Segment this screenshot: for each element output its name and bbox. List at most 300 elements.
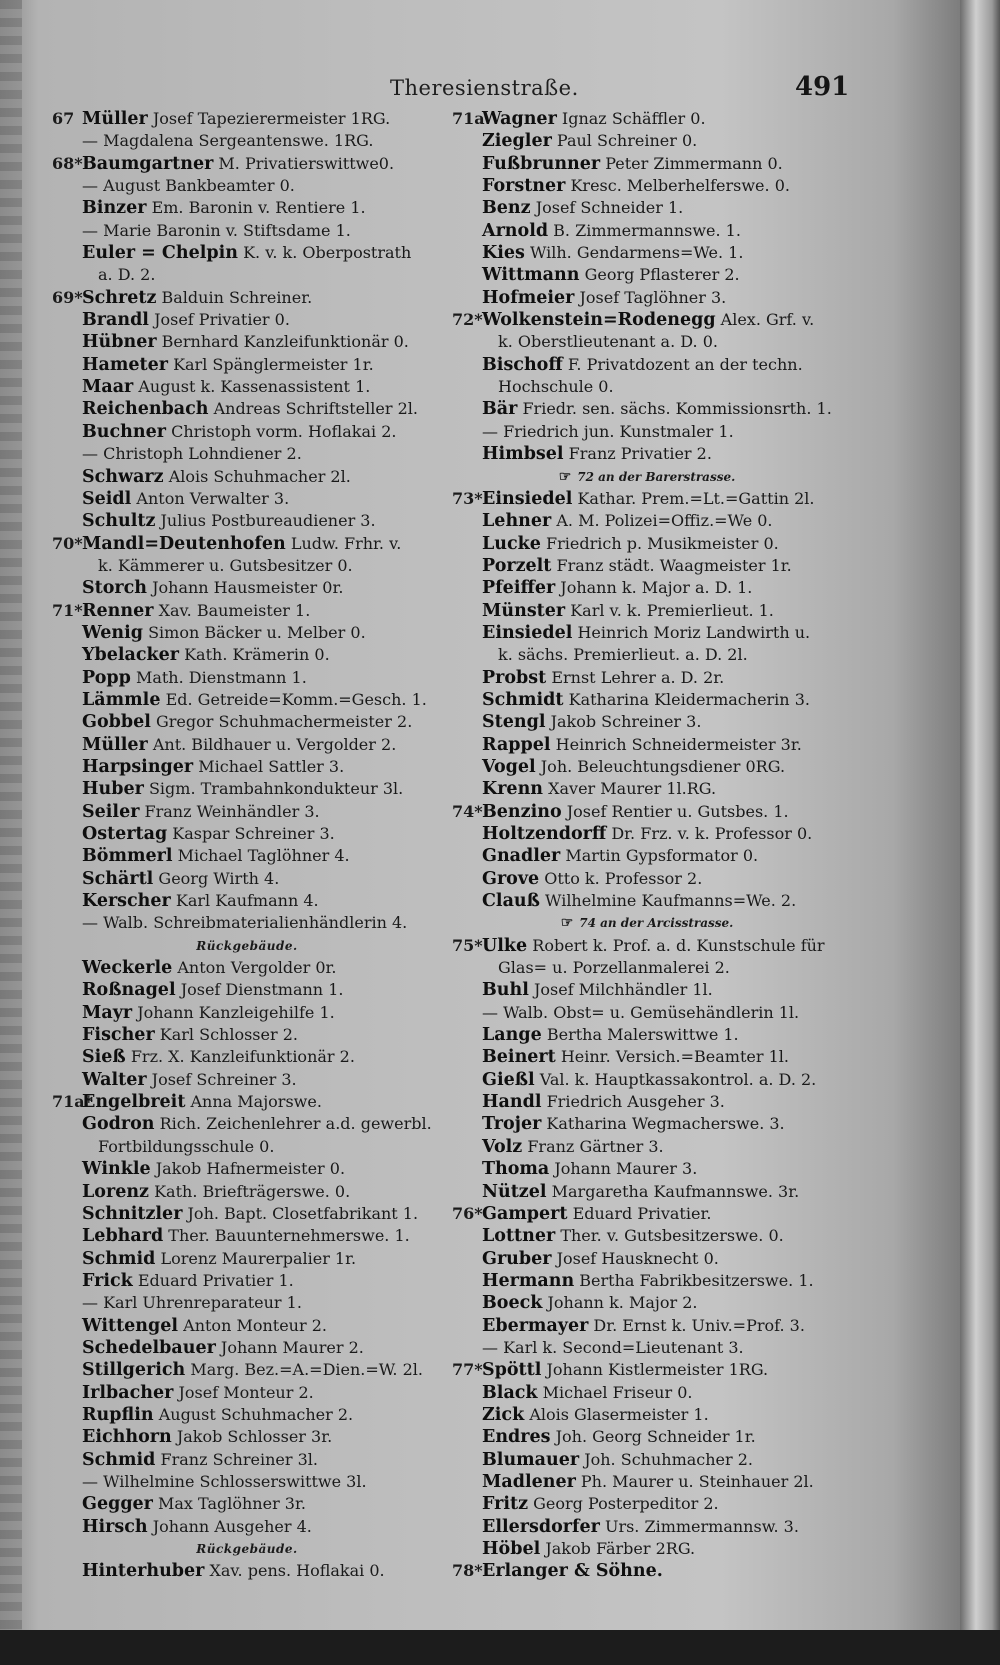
resident-details: Marg. Bez.=A.=Dien.=W. 2l. <box>190 1360 423 1380</box>
resident-details: Ernst Lehrer a. D. 2r. <box>551 667 725 687</box>
resident-details: Ludw. Frhr. v. <box>290 533 402 553</box>
resident-details: Johann Ausgeher 4. <box>152 1516 312 1536</box>
directory-line <box>52 1516 442 1538</box>
resident-details: Bernhard Kanzleifunktionär 0. <box>161 332 409 352</box>
page-edge <box>960 0 1000 1665</box>
resident-name: Ybelacker <box>82 645 179 666</box>
directory-line <box>52 331 442 353</box>
directory-line <box>452 1449 842 1471</box>
resident-details: F. Privatdozent an der techn. <box>567 354 803 374</box>
resident-name: Porzelt <box>482 555 552 576</box>
directory-line <box>452 1069 842 1091</box>
resident-details: Georg Wirth 4. <box>158 868 280 888</box>
directory-line <box>452 1024 842 1046</box>
resident-details: Xaver Maurer 1l.RG. <box>548 779 717 799</box>
resident-details: Xav. Baumeister 1. <box>158 600 311 620</box>
resident-name: Black <box>482 1382 538 1403</box>
resident-name: Stengl <box>482 712 546 733</box>
resident-details: Bertha Fabrikbesitzerswe. 1. <box>579 1270 814 1290</box>
directory-line <box>52 466 442 488</box>
resident-name: Einsiedel <box>482 622 573 643</box>
directory-line <box>52 533 442 555</box>
pointing-hand-icon: ☞ <box>560 915 574 932</box>
resident-name: Gampert <box>482 1203 568 1224</box>
resident-name: Bömmerl <box>82 846 173 867</box>
directory-line <box>452 577 842 599</box>
directory-line <box>452 309 842 331</box>
resident-details: Simon Bäcker u. Melber 0. <box>148 622 366 642</box>
resident-details: Alex. Grf. v. <box>720 310 815 330</box>
resident-name: Erlanger & Söhne. <box>482 1561 663 1582</box>
continuation-line: Glas= u. Porzellanmalerei 2. <box>498 958 730 978</box>
resident-name: Seidl <box>82 488 132 509</box>
resident-name: Arnold <box>482 220 549 241</box>
house-number: 72* <box>452 310 483 330</box>
resident-name: Gruber <box>482 1248 552 1269</box>
resident-name: Trojer <box>482 1114 542 1135</box>
house-number: 73* <box>452 488 483 508</box>
resident-name: Gnadler <box>482 846 561 867</box>
resident-details: Jakob Schreiner 3. <box>550 712 702 732</box>
resident-details: Frz. X. Kanzleifunktionär 2. <box>130 1047 355 1067</box>
resident-name: Schärtl <box>82 868 154 889</box>
resident-name: Schmidt <box>482 689 564 710</box>
directory-line <box>52 1024 442 1046</box>
resident-details: Johann Kistlermeister 1RG. <box>546 1360 769 1380</box>
directory-line <box>452 510 842 532</box>
resident-name: Schnitzler <box>82 1203 183 1224</box>
directory-line <box>452 979 842 1001</box>
resident-details: Eduard Privatier 1. <box>137 1270 294 1290</box>
house-number: 71a* <box>52 1092 93 1112</box>
resident-name: Krenn <box>482 779 544 800</box>
resident-details: Josef Schneider 1. <box>535 198 684 218</box>
resident-details: Joh. Georg Schneider 1r. <box>555 1427 756 1447</box>
resident-name: Ziegler <box>482 131 552 152</box>
directory-line <box>452 354 842 376</box>
directory-line <box>52 667 442 689</box>
directory-line <box>452 533 842 555</box>
resident-details: Ph. Maurer u. Steinhauer 2l. <box>580 1471 814 1491</box>
resident-name: Gobbel <box>82 712 151 733</box>
directory-line <box>452 711 842 733</box>
resident-details: Franz städt. Waagmeister 1r. <box>556 555 792 575</box>
resident-name: Pfeiffer <box>482 578 556 599</box>
resident-name: Ulke <box>482 935 528 956</box>
resident-details: Alois Schuhmacher 2l. <box>168 466 351 486</box>
page-number: 491 <box>795 72 850 102</box>
directory-line <box>452 1046 842 1068</box>
house-number: 78* <box>452 1561 483 1581</box>
resident-name: Fußbrunner <box>482 153 601 174</box>
resident-name: Probst <box>482 667 547 688</box>
resident-name: Hinterhuber <box>82 1561 205 1582</box>
directory-line <box>52 957 442 979</box>
resident-name: Wolkenstein=Rodenegg <box>482 310 716 331</box>
cross-reference <box>452 912 842 934</box>
directory-line <box>52 1359 442 1381</box>
directory-line <box>52 1315 442 1337</box>
resident-name: Huber <box>82 779 144 800</box>
directory-line <box>452 443 842 465</box>
resident-name: Stillgerich <box>82 1360 186 1381</box>
house-number: 77* <box>452 1360 483 1380</box>
resident-details: Balduin Schreiner. <box>161 287 313 307</box>
resident-details: Andreas Schriftsteller 2l. <box>213 399 418 419</box>
resident-details: Johann Kanzleigehilfe 1. <box>137 1002 335 1022</box>
resident-name: Schultz <box>82 511 156 532</box>
directory-line <box>52 1382 442 1404</box>
family-member-line: — Karl Uhrenreparateur 1. <box>82 1293 302 1313</box>
directory-line <box>52 309 442 331</box>
resident-details: Anton Verwalter 3. <box>136 488 290 508</box>
house-number: 70* <box>52 533 83 553</box>
directory-line <box>452 1248 842 1270</box>
resident-name: Vogel <box>482 756 536 777</box>
resident-details: Rich. Zeichenlehrer a.d. gewerbl. <box>159 1114 432 1134</box>
resident-name: Ostertag <box>82 824 168 844</box>
resident-name: Endres <box>482 1427 551 1448</box>
resident-details: Karl Schlosser 2. <box>159 1025 298 1045</box>
resident-name: Hermann <box>482 1270 575 1291</box>
directory-line <box>452 734 842 756</box>
directory-line <box>52 756 442 778</box>
resident-details: Kathar. Prem.=Lt.=Gattin 2l. <box>577 488 815 508</box>
family-member-line: — Christoph Lohndiener 2. <box>82 444 302 464</box>
resident-details: Heinrich Schneidermeister 3r. <box>555 734 802 754</box>
directory-line <box>52 823 442 845</box>
resident-details: Ther. Bauunternehmerswe. 1. <box>168 1226 410 1246</box>
resident-name: Spöttl <box>482 1360 542 1381</box>
resident-details: Heinrich Moriz Landwirth u. <box>577 622 811 642</box>
resident-details: K. v. k. Oberpostrath <box>243 243 412 263</box>
resident-name: Wittengel <box>82 1315 179 1336</box>
resident-details: Max Taglöhner 3r. <box>158 1494 306 1514</box>
resident-details: Joh. Beleuchtungsdiener 0RG. <box>540 756 786 776</box>
resident-name: Frick <box>82 1270 133 1291</box>
directory-line <box>52 287 442 309</box>
resident-name: Himbsel <box>482 444 564 465</box>
resident-name: Clauß <box>482 891 540 912</box>
directory-line <box>452 890 842 912</box>
resident-details: Paul Schreiner 0. <box>556 131 698 151</box>
resident-name: Volz <box>482 1136 523 1157</box>
resident-details: Christoph vorm. Hoflakai 2. <box>171 421 397 441</box>
family-member-line: — Walb. Schreibmaterialienhändlerin 4. <box>82 913 408 933</box>
resident-name: Wagner <box>482 109 557 129</box>
resident-name: Wittmann <box>482 265 580 286</box>
resident-name: Eichhorn <box>82 1427 172 1448</box>
cross-reference-text: 74 an der Arcisstrasse. <box>579 916 734 931</box>
resident-details: Georg Posterpeditor 2. <box>533 1494 719 1514</box>
directory-line <box>52 890 442 912</box>
resident-details: Kath. Krämerin 0. <box>184 645 330 665</box>
resident-name: Thoma <box>482 1159 550 1180</box>
continuation-line: k. sächs. Premierlieut. a. D. 2l. <box>498 645 748 665</box>
directory-line <box>452 555 842 577</box>
directory-line <box>52 242 442 264</box>
house-number: 76* <box>452 1203 483 1223</box>
directory-line <box>52 711 442 733</box>
directory-line <box>452 1181 842 1203</box>
resident-details: Michael Taglöhner 4. <box>177 846 350 866</box>
directory-line <box>52 1270 442 1292</box>
resident-details: Johann Hausmeister 0r. <box>152 578 344 598</box>
resident-name: Baumgartner <box>82 153 214 174</box>
resident-details: Kaspar Schreiner 3. <box>172 824 335 843</box>
resident-details: Georg Pflasterer 2. <box>584 265 740 285</box>
resident-details: Martin Gypsformator 0. <box>565 846 759 866</box>
directory-line <box>52 622 442 644</box>
resident-name: Hirsch <box>82 1516 148 1537</box>
resident-name: Lucke <box>482 533 541 554</box>
resident-name: Euler = Chelpin <box>82 243 238 264</box>
section-label: Rückgebäude. <box>196 1542 298 1556</box>
directory-line <box>52 801 442 823</box>
resident-name: Madlener <box>482 1471 576 1492</box>
resident-name: Müller <box>82 109 148 129</box>
resident-name: Seiler <box>82 801 140 822</box>
resident-details: Lorenz Maurerpalier 1r. <box>160 1248 357 1268</box>
resident-details: Friedrich p. Musikmeister 0. <box>546 533 779 553</box>
resident-details: Josef Monteur 2. <box>178 1382 314 1402</box>
directory-line <box>52 577 442 599</box>
house-number: 71* <box>52 600 83 620</box>
resident-name: Müller <box>82 734 148 755</box>
directory-line <box>452 1426 842 1448</box>
resident-name: Wenig <box>82 622 143 643</box>
directory-line <box>452 868 842 890</box>
cross-reference <box>452 466 842 488</box>
directory-line <box>52 108 442 130</box>
directory-line <box>52 1225 442 1247</box>
directory-line <box>52 1158 442 1180</box>
directory-line <box>52 1560 442 1582</box>
directory-line <box>52 734 442 756</box>
directory-line <box>452 398 842 420</box>
resident-name: Maar <box>82 377 134 398</box>
page-header <box>50 72 850 106</box>
resident-details: Josef Taglöhner 3. <box>579 287 727 307</box>
directory-line <box>452 935 842 957</box>
continuation-line: k. Oberstlieutenant a. D. 0. <box>498 332 718 352</box>
resident-name: Schmid <box>82 1449 156 1470</box>
resident-details: Ignaz Schäffler 0. <box>561 109 706 128</box>
directory-line <box>52 868 442 890</box>
directory-line <box>52 1113 442 1135</box>
house-number: 67 <box>52 109 75 128</box>
directory-line <box>452 1516 842 1538</box>
resident-details: Bertha Malerswittwe 1. <box>546 1025 739 1045</box>
resident-name: Schmid <box>82 1248 156 1269</box>
directory-line <box>452 1225 842 1247</box>
family-member-line: — Wilhelmine Schlosserswittwe 3l. <box>82 1471 367 1491</box>
resident-name: Renner <box>82 600 154 621</box>
resident-name: Lebhard <box>82 1226 164 1247</box>
resident-details: August k. Kassenassistent 1. <box>138 377 371 397</box>
family-member-line: — Walb. Obst= u. Gemüsehändlerin 1l. <box>482 1002 800 1022</box>
resident-details: Karl v. k. Premierlieut. 1. <box>570 600 774 620</box>
directory-line <box>452 242 842 264</box>
continuation-line: Hochschule 0. <box>498 377 614 397</box>
directory-line <box>52 689 442 711</box>
resident-name: Irlbacher <box>82 1382 174 1403</box>
resident-details: Anton Vergolder 0r. <box>177 958 337 978</box>
resident-details: Peter Zimmermann 0. <box>605 153 783 173</box>
resident-details: Anna Majorswe. <box>190 1092 322 1112</box>
resident-details: Johann k. Major a. D. 1. <box>560 578 753 598</box>
resident-name: Lottner <box>482 1226 556 1247</box>
resident-name: Forstner <box>482 176 566 197</box>
directory-line <box>52 1002 442 1024</box>
family-member-line: — Magdalena Sergeantenswe. 1RG. <box>82 131 374 151</box>
continuation-line: k. Kämmerer u. Gutsbesitzer 0. <box>98 555 353 575</box>
resident-details: Dr. Frz. v. k. Professor 0. <box>611 824 813 843</box>
family-member-line: — Friedrich jun. Kunstmaler 1. <box>482 421 734 441</box>
directory-line <box>52 1337 442 1359</box>
directory-line <box>452 1493 842 1515</box>
resident-name: Nützel <box>482 1181 547 1202</box>
resident-name: Zick <box>482 1404 525 1425</box>
resident-name: Engelbreit <box>82 1092 186 1113</box>
spine-shadow <box>0 0 22 1630</box>
directory-line <box>452 1158 842 1180</box>
house-number: 69* <box>52 287 83 307</box>
resident-name: Beinert <box>482 1047 556 1068</box>
directory-line <box>452 1471 842 1493</box>
resident-details: Jakob Schlosser 3r. <box>176 1427 333 1447</box>
directory-line <box>452 801 842 823</box>
resident-name: Sieß <box>82 1047 126 1068</box>
resident-details: Math. Dienstmann 1. <box>135 667 307 687</box>
directory-line <box>452 175 842 197</box>
resident-name: Hübner <box>82 332 157 353</box>
cross-reference-text: 72 an der Barerstrasse. <box>577 469 736 484</box>
resident-details: Katharina Wegmacherswe. 3. <box>546 1114 785 1134</box>
resident-details: Josef Tapezierermeister 1RG. <box>152 109 391 128</box>
resident-details: Joh. Bapt. Closetfabrikant 1. <box>187 1203 419 1223</box>
resident-details: Eduard Privatier. <box>572 1203 712 1223</box>
resident-details: Josef Schreiner 3. <box>151 1069 297 1089</box>
directory-line <box>52 398 442 420</box>
resident-name: Holtzendorff <box>482 824 607 844</box>
directory-line <box>452 264 842 286</box>
house-number: 75* <box>452 935 483 955</box>
resident-name: Walter <box>82 1069 147 1090</box>
directory-line <box>452 197 842 219</box>
resident-name: Gegger <box>82 1494 153 1515</box>
house-number: 74* <box>452 801 483 821</box>
directory-line <box>52 1203 442 1225</box>
directory-line <box>52 1181 442 1203</box>
directory-line <box>452 667 842 689</box>
resident-details: August Schuhmacher 2. <box>158 1404 354 1424</box>
resident-details: Julius Postbureaudiener 3. <box>160 511 376 531</box>
directory-line <box>452 1404 842 1426</box>
house-number: 68* <box>52 153 83 173</box>
directory-line <box>52 778 442 800</box>
directory-line <box>452 1203 842 1225</box>
resident-details: Kath. Briefträgerswe. 0. <box>154 1181 351 1201</box>
resident-details: Wilh. Gendarmens=We. 1. <box>529 243 744 263</box>
directory-line <box>52 1493 442 1515</box>
directory-line <box>452 1136 842 1158</box>
directory-line <box>52 1449 442 1471</box>
resident-details: Franz Privatier 2. <box>568 444 712 464</box>
resident-details: Josef Privatier 0. <box>154 310 290 330</box>
continuation-line: a. D. 2. <box>98 265 156 285</box>
directory-line <box>452 130 842 152</box>
resident-name: Storch <box>82 578 147 599</box>
resident-details: Kresc. Melberhelferswe. 0. <box>570 176 790 196</box>
resident-name: Gießl <box>482 1069 535 1090</box>
right-column <box>452 108 842 1583</box>
resident-details: Johann Maurer 2. <box>220 1337 364 1357</box>
resident-details: M. Privatierswittwe0. <box>218 153 395 173</box>
resident-name: Höbel <box>482 1539 541 1559</box>
resident-name: Schretz <box>82 287 157 308</box>
directory-line <box>52 153 442 175</box>
resident-name: Lämmle <box>82 689 161 710</box>
resident-name: Roßnagel <box>82 980 176 1001</box>
resident-details: Margaretha Kaufmannswe. 3r. <box>551 1181 800 1201</box>
resident-details: Friedr. sen. sächs. Kommissionsrth. 1. <box>522 399 832 419</box>
resident-name: Lehner <box>482 511 552 532</box>
section-label: Rückgebäude. <box>196 938 298 953</box>
resident-name: Fritz <box>482 1494 529 1515</box>
resident-name: Benz <box>482 198 531 219</box>
resident-details: Gregor Schuhmachermeister 2. <box>155 712 413 732</box>
resident-name: Benzino <box>482 801 562 822</box>
resident-details: Josef Rentier u. Gutsbes. 1. <box>566 801 789 821</box>
directory-line <box>52 1069 442 1091</box>
directory-line <box>452 1560 842 1582</box>
directory-line <box>452 1091 842 1113</box>
resident-details: Ed. Getreide=Komm.=Gesch. 1. <box>165 689 427 709</box>
resident-name: Boeck <box>482 1293 543 1314</box>
house-number: 71a <box>452 109 485 128</box>
directory-line <box>452 488 842 510</box>
resident-name: Grove <box>482 868 540 889</box>
resident-name: Hofmeier <box>482 287 575 308</box>
directory-line <box>52 1404 442 1426</box>
resident-name: Ellersdorfer <box>482 1516 600 1537</box>
resident-name: Binzer <box>82 198 147 219</box>
directory-line <box>452 108 842 130</box>
resident-details: Franz Gärtner 3. <box>527 1136 664 1156</box>
continuation-line: Fortbildungsschule 0. <box>98 1136 275 1156</box>
resident-details: Karl Spänglermeister 1r. <box>173 354 374 374</box>
directory-line <box>452 287 842 309</box>
directory-line <box>52 1248 442 1270</box>
resident-details: Ant. Bildhauer u. Vergolder 2. <box>152 734 397 754</box>
resident-details: Josef Milchhändler 1l. <box>533 980 713 1000</box>
bottom-shadow <box>0 1630 1000 1665</box>
resident-name: Harpsinger <box>82 756 194 777</box>
directory-line <box>452 600 842 622</box>
directory-line <box>52 600 442 622</box>
directory-line <box>52 845 442 867</box>
directory-line <box>452 153 842 175</box>
resident-name: Lorenz <box>82 1181 149 1202</box>
resident-details: B. Zimmermannswe. 1. <box>553 220 741 240</box>
resident-name: Winkle <box>82 1159 151 1180</box>
running-title: Theresienstraße. <box>390 76 579 100</box>
resident-name: Brandl <box>82 310 149 331</box>
directory-line <box>452 756 842 778</box>
directory-line <box>452 1359 842 1381</box>
directory-line <box>52 421 442 443</box>
